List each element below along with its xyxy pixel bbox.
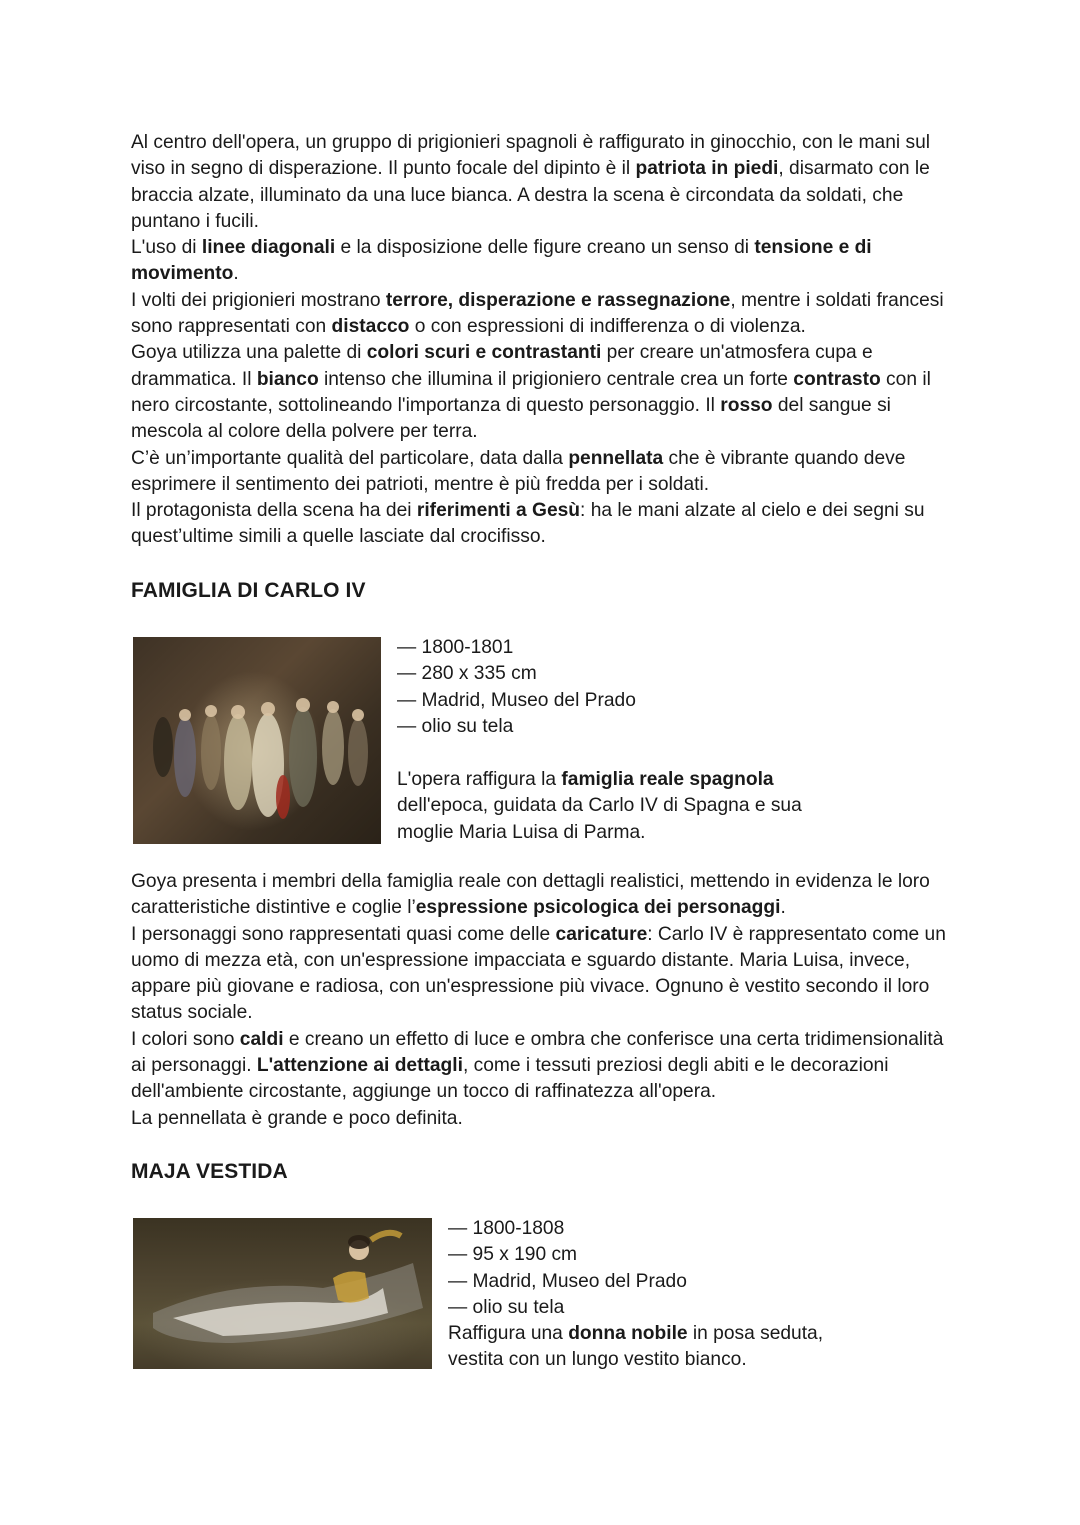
paragraph xyxy=(131,130,961,235)
text-run: , come i tessuti preziosi degli abiti e le decorazioni dell'ambiente circostante, aggiunge un tocco di raffinatezza all'opera. xyxy=(131,1055,889,1103)
text-run: . xyxy=(780,897,786,919)
bold-text: colori scuri e contrastanti xyxy=(366,342,602,364)
bold-text: famiglia reale spagnola xyxy=(561,769,774,790)
text-run: vestita con un lungo vestito bianco. xyxy=(448,1349,747,1371)
info-size: — 280 x 335 cm xyxy=(397,663,537,685)
text-run: : ha le mani alzate al cielo e dei segni su quest’ultime simili a quelle lasciate dal crocifisso. xyxy=(131,500,925,548)
text-run: Goya presenta i membri della famiglia reale con dettagli realistici, mettendo in evidenza le loro caratteristiche distintive e coglie l’ xyxy=(131,871,930,919)
desc-maja xyxy=(448,1321,823,1374)
bold-text: donna nobile xyxy=(568,1323,688,1345)
text-run: o con espressioni di indifferenza o di violenza. xyxy=(409,316,806,338)
text-run: con il nero circostante, sottolineando l'importanza di questo personaggio. Il xyxy=(131,368,931,416)
info-technique: — olio su tela xyxy=(397,715,514,737)
text-run: L'uso di xyxy=(131,237,202,259)
painting-maja-figures xyxy=(133,1218,432,1369)
text-run: e creano un effetto di luce e ombra che conferisce una certa tridimensionalità ai personaggi. xyxy=(131,1028,944,1077)
paragraph xyxy=(131,498,961,551)
info-date: — 1800-1808 xyxy=(448,1218,565,1239)
bold-text: caldi xyxy=(239,1028,284,1050)
bold-text: terrore, disperazione e rassegnazione xyxy=(385,289,731,311)
paragraph xyxy=(131,446,961,499)
info-location: — Madrid, Museo del Prado xyxy=(448,1270,687,1292)
text-run: Goya utilizza una palette di xyxy=(131,342,367,364)
text-run: I colori sono xyxy=(131,1028,240,1050)
section-title-carlo: FAMIGLIA DI CARLO IV xyxy=(131,579,366,602)
painting-carlo-image xyxy=(133,637,381,844)
bold-text: contrasto xyxy=(793,368,881,390)
text-run: C’è un’importante qualità del particolare, data dalla xyxy=(131,447,569,469)
bold-text: espressione psicologica dei personaggi xyxy=(415,897,781,919)
text-run: . xyxy=(233,263,239,285)
text-run: che è vibrante quando deve esprimere il sentimento dei patrioti, mentre è più fredda per i soldati. xyxy=(131,447,906,495)
text-run: dell'epoca, guidata da Carlo IV di Spagna e sua moglie Maria Luisa di Parma. xyxy=(397,795,802,843)
text-run: in posa seduta, xyxy=(687,1323,824,1345)
text-run: Il protagonista della scena ha dei xyxy=(131,500,417,522)
text-run: : Carlo IV è rappresentato come un uomo di mezza età, con un'espressione impacciata e sguardo distante. Maria Luisa, invece, appare più giovane e radiosa, con un'espressione più vivace. Ognuno è vestito secondo il loro status sociale. xyxy=(131,923,946,1024)
text-run: , mentre i soldati francesi sono rappresentati con xyxy=(131,289,944,338)
body-carlo xyxy=(131,869,961,1132)
bold-text: riferimenti a Gesù xyxy=(416,500,581,522)
info-list-maja xyxy=(448,1216,823,1374)
info-technique: — olio su tela xyxy=(448,1296,565,1318)
bold-text: tensione e di movimento xyxy=(131,237,872,285)
desc-carlo xyxy=(397,767,847,846)
paragraph xyxy=(131,288,961,341)
text-run: L'opera raffigura la xyxy=(397,769,562,790)
bold-text: caricature xyxy=(555,923,648,945)
info-date: — 1800-1801 xyxy=(397,637,514,658)
section-title-maja: MAJA VESTIDA xyxy=(131,1160,288,1183)
text-run: I volti dei prigionieri mostrano xyxy=(131,289,386,311)
paragraph xyxy=(131,869,961,922)
text-run: intenso che illumina il prigioniero centrale crea un forte xyxy=(318,368,794,390)
paragraph xyxy=(131,1027,961,1106)
text-run: Al centro dell'opera, un gruppo di prigionieri spagnoli è raffigurato in ginocchio, con le mani sul viso in segno di disperazione. Il punto focale del dipinto è il xyxy=(131,132,931,180)
text-run: e la disposizione delle figure creano un senso di xyxy=(335,237,755,259)
bold-text: patriota in piedi xyxy=(635,158,779,180)
paragraph xyxy=(131,235,961,288)
paragraph xyxy=(131,1106,961,1132)
text-run: La pennellata è grande e poco definita. xyxy=(131,1107,463,1129)
bold-text: distacco xyxy=(331,316,410,338)
bold-text: rosso xyxy=(720,394,773,416)
info-list-carlo xyxy=(397,635,636,740)
bold-text: L'attenzione ai dettagli xyxy=(256,1055,463,1077)
painting-carlo-figures xyxy=(133,637,381,844)
bold-text: bianco xyxy=(256,368,319,390)
bold-text: linee diagonali xyxy=(201,237,336,259)
paragraph xyxy=(131,922,961,1027)
text-run: del sangue si mescola al colore della polvere per terra. xyxy=(131,394,891,443)
bold-text: pennellata xyxy=(568,447,664,469)
paragraph xyxy=(131,340,961,445)
text-run: I personaggi sono rappresentati quasi come delle xyxy=(131,923,556,945)
text-run: per creare un'atmosfera cupa e drammatica. Il xyxy=(131,342,873,390)
painting-maja-image xyxy=(133,1218,432,1369)
info-size: — 95 x 190 cm xyxy=(448,1244,578,1266)
text-run: , disarmato con le braccia alzate, illuminato da una luce bianca. A destra la scena è circondata da soldati, che puntano i fucili. xyxy=(131,158,930,232)
info-location: — Madrid, Museo del Prado xyxy=(397,689,636,711)
intro-text xyxy=(131,130,961,551)
text-run: Raffigura una xyxy=(448,1323,569,1345)
